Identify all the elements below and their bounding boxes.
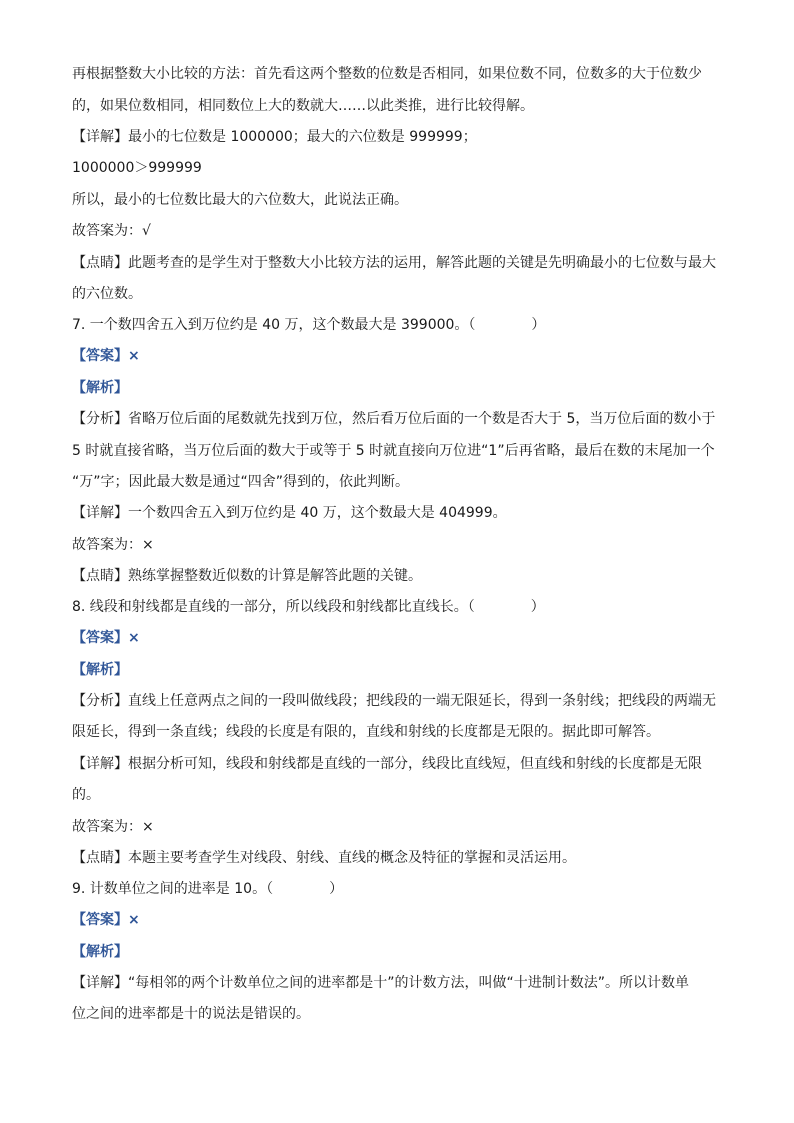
answer-result-line: 故答案为：× xyxy=(72,819,154,835)
analysis-heading-7: 【解析】 xyxy=(72,380,128,396)
question-9: 9. 计数单位之间的进率是 10。（ ） xyxy=(72,881,344,897)
detail-line: 【详解】最小的七位数是 1000000；最大的六位数是 999999； xyxy=(72,129,477,145)
answer-result-line: 故答案为：× xyxy=(72,537,154,553)
key-point-line: 【点睛】熟练掌握整数近似数的计算是解答此题的关键。 xyxy=(72,568,422,584)
analysis-line: “万”字；因此最大数是通过“四舍”得到的，依此判断。 xyxy=(72,474,410,490)
key-point-line: 【点睛】此题考查的是学生对于整数大小比较方法的运用，解答此题的关键是先明确最小的七位数与最大 xyxy=(72,255,716,271)
question-7: 7. 一个数四舍五入到万位约是 40 万，这个数最大是 399000。（ ） xyxy=(72,317,546,333)
answer-result-line: 故答案为：√ xyxy=(72,223,151,239)
text-line: 的，如果位数相同，相同数位上大的数就大……以此类推，进行比较得解。 xyxy=(72,98,534,114)
comparison-line: 1000000＞999999 xyxy=(72,160,202,176)
analysis-line: 限延长，得到一条直线；线段的长度是有限的，直线和射线的长度都是无限的。据此即可解答。 xyxy=(72,724,660,740)
question-8: 8. 线段和射线都是直线的一部分，所以线段和射线都比直线长。（ ） xyxy=(72,599,545,615)
analysis-line: 【分析】直线上任意两点之间的一段叫做线段；把线段的一端无限延长，得到一条射线；把线段的两端无 xyxy=(72,693,716,709)
answer-label-8: 【答案】× xyxy=(72,630,140,646)
detail-line: 的。 xyxy=(72,787,100,803)
key-point-line: 【点睛】本题主要考查学生对线段、射线、直线的概念及特征的掌握和灵活运用。 xyxy=(72,850,576,866)
answer-label-9: 【答案】× xyxy=(72,912,140,928)
text-line: 的六位数。 xyxy=(72,286,142,302)
analysis-heading-8: 【解析】 xyxy=(72,662,128,678)
analysis-line: 5 时就直接省略，当万位后面的数大于或等于 5 时就直接向万位进“1”后再省略，最后在数的末尾加一个 xyxy=(72,443,715,459)
conclusion-line: 所以，最小的七位数比最大的六位数大，此说法正确。 xyxy=(72,192,408,208)
answer-label-7: 【答案】× xyxy=(72,348,140,364)
text-line: 再根据整数大小比较的方法：首先看这两个整数的位数是否相同，如果位数不同，位数多的大于位数少 xyxy=(72,66,702,82)
detail-line: 位之间的进率都是十的说法是错误的。 xyxy=(72,1006,310,1022)
detail-line: 【详解】“每相邻的两个计数单位之间的进率都是十”的计数方法，叫做“十进制计数法”。所以计数单 xyxy=(72,975,690,991)
analysis-line: 【分析】省略万位后面的尾数就先找到万位，然后看万位后面的一个数是否大于 5，当万位后面的数小于 xyxy=(72,411,716,427)
detail-line: 【详解】根据分析可知，线段和射线都是直线的一部分，线段比直线短，但直线和射线的长度都是无限 xyxy=(72,756,702,772)
analysis-heading-9: 【解析】 xyxy=(72,944,128,960)
detail-line: 【详解】一个数四舍五入到万位约是 40 万，这个数最大是 404999。 xyxy=(72,505,507,521)
